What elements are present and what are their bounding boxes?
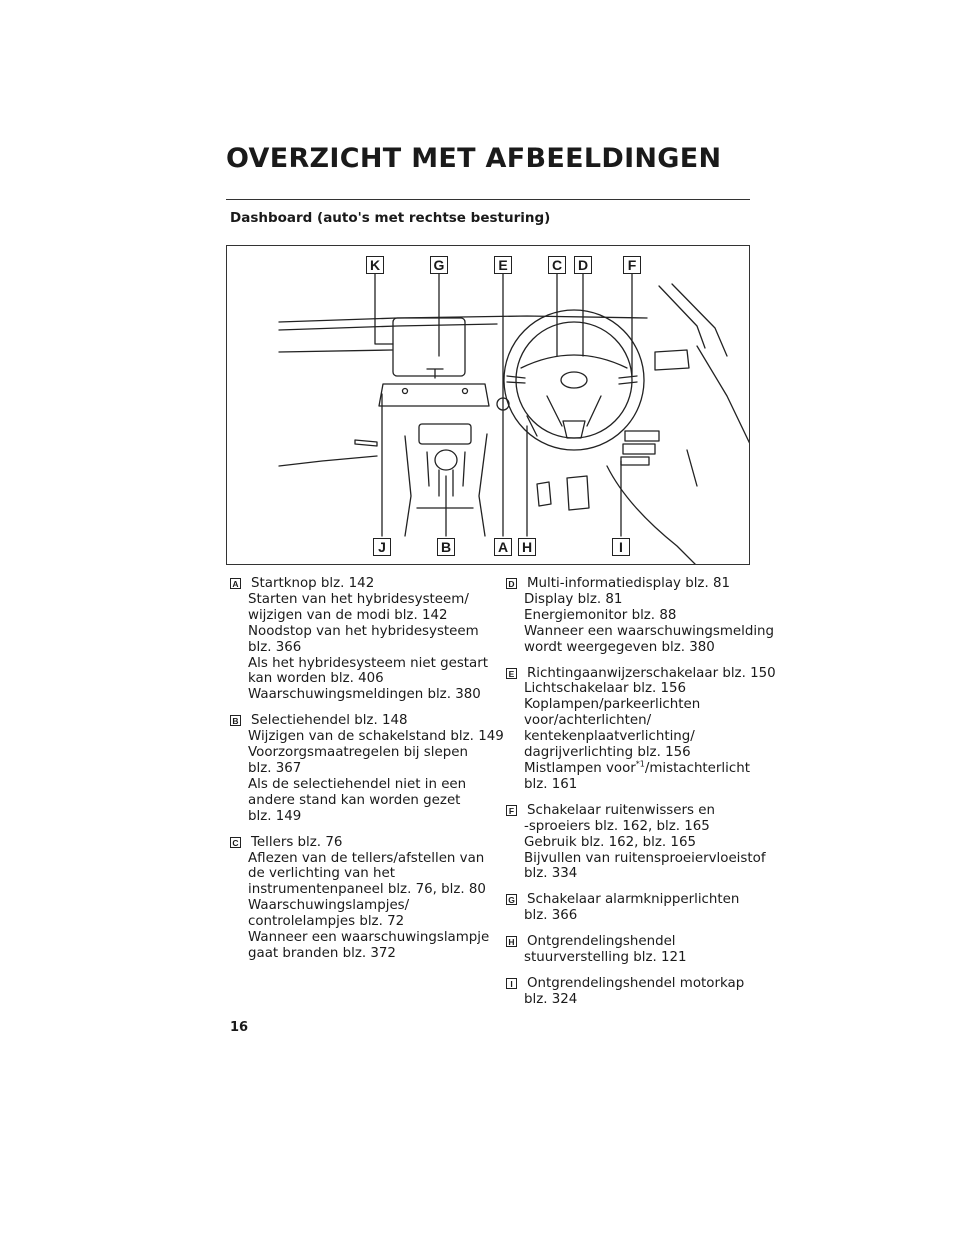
entry-line: Wijzigen van de schakelstand blz. 149 bbox=[248, 729, 504, 745]
legend-entry-d bbox=[506, 576, 775, 656]
entry-line: gaat branden blz. 372 bbox=[248, 945, 396, 961]
dashboard-illustration bbox=[226, 245, 750, 565]
entry-line: -sproeiers blz. 162, blz. 165 bbox=[524, 818, 710, 834]
legend-column-right bbox=[506, 576, 776, 1018]
entry-line: Waarschuwingslampjes/ bbox=[248, 898, 410, 914]
entry-line: Ontgrendelingshendel motorkap bbox=[527, 975, 745, 991]
entry-line: instrumentenpaneel blz. 76, blz. 80 bbox=[248, 882, 486, 898]
callout-a: A bbox=[494, 538, 512, 556]
page-number: 16 bbox=[230, 1020, 249, 1035]
legend-entry-g bbox=[506, 892, 756, 924]
entry-line: Als de selectiehendel niet in een bbox=[248, 776, 467, 792]
entry-line: wijzigen van de modi blz. 142 bbox=[248, 607, 448, 623]
entry-line: Schakelaar alarmknipperlichten bbox=[527, 892, 740, 908]
callout-j: J bbox=[373, 538, 391, 556]
callout-h: H bbox=[518, 538, 536, 556]
entry-line: kentekenplaatverlichting/ bbox=[524, 729, 695, 745]
footnote-marker: *1 bbox=[635, 759, 645, 769]
callout-d: D bbox=[574, 256, 592, 274]
entry-line: blz. 366 bbox=[248, 639, 302, 655]
entry-line: blz. 367 bbox=[248, 760, 302, 776]
callout-k: K bbox=[366, 256, 384, 274]
entry-line: Display blz. 81 bbox=[524, 591, 623, 607]
title-divider bbox=[226, 199, 750, 200]
legend-entry-f bbox=[506, 802, 766, 883]
entry-letter-badge: B bbox=[230, 715, 241, 726]
entry-line: blz. 149 bbox=[248, 808, 302, 824]
entry-letter-badge: F bbox=[506, 805, 517, 816]
entry-line: de verlichting van het bbox=[248, 866, 396, 882]
entry-letter-badge: H bbox=[506, 936, 517, 947]
section-heading: Dashboard (auto's met rechtse besturing) bbox=[230, 210, 551, 226]
entry-line: Lichtschakelaar blz. 156 bbox=[524, 681, 687, 697]
entry-line: Koplampen/parkeerlichten bbox=[524, 697, 701, 713]
legend-entry-a bbox=[230, 576, 489, 703]
dashboard-drawing bbox=[227, 246, 750, 565]
callout-b: B bbox=[437, 538, 455, 556]
page-title: OVERZICHT MET AFBEELDINGEN bbox=[226, 143, 722, 174]
entry-letter-badge: A bbox=[230, 578, 241, 589]
entry-line-fog bbox=[524, 761, 756, 777]
entry-line: Richtingaanwijzerschakelaar blz. 150 bbox=[527, 665, 776, 681]
entry-line: dagrijverlichting blz. 156 bbox=[524, 745, 691, 761]
entry-line: andere stand kan worden gezet bbox=[248, 792, 461, 808]
entry-line: controlelampjes blz. 72 bbox=[248, 914, 405, 930]
entry-letter-badge: D bbox=[506, 578, 517, 589]
legend-entry-b bbox=[230, 713, 504, 824]
entry-line: Multi-informatiedisplay blz. 81 bbox=[527, 576, 731, 591]
entry-line: stuurverstelling blz. 121 bbox=[524, 950, 687, 966]
entry-line: blz. 161 bbox=[524, 776, 578, 792]
entry-line: Waarschuwingsmeldingen blz. 380 bbox=[248, 687, 481, 703]
entry-line: Gebruik blz. 162, blz. 165 bbox=[524, 834, 696, 850]
entry-line: Bijvullen van ruitensproeiervloeistof bbox=[524, 850, 766, 866]
callout-e: E bbox=[494, 256, 512, 274]
entry-letter-badge: E bbox=[506, 668, 517, 679]
legend-entry-c bbox=[230, 834, 490, 962]
callout-f: F bbox=[623, 256, 641, 274]
entry-letter-badge: C bbox=[230, 837, 241, 848]
entry-line: Ontgrendelingshendel bbox=[527, 934, 676, 950]
entry-line: Startknop blz. 142 bbox=[251, 576, 375, 591]
fog-prefix: Mistlampen voor bbox=[524, 760, 636, 776]
entry-line: wordt weergegeven blz. 380 bbox=[524, 639, 715, 655]
entry-line: Voorzorgsmaatregelen bij slepen bbox=[248, 745, 468, 761]
entry-line: Noodstop van het hybridesysteem bbox=[248, 623, 479, 639]
fog-suffix: /mistachterlicht bbox=[644, 760, 750, 776]
entry-line: kan worden blz. 406 bbox=[248, 671, 384, 687]
entry-line: Wanneer een waarschuwingsmelding bbox=[524, 623, 775, 639]
entry-line: voor/achterlichten/ bbox=[524, 713, 652, 729]
entry-line: Tellers blz. 76 bbox=[251, 834, 343, 850]
legend-entry-h bbox=[506, 934, 756, 966]
callout-i: I bbox=[612, 538, 630, 556]
entry-line: Starten van het hybridesysteem/ bbox=[248, 591, 469, 607]
entry-letter-badge: I bbox=[506, 978, 517, 989]
callout-g: G bbox=[430, 256, 448, 274]
entry-line: Wanneer een waarschuwingslampje bbox=[248, 930, 490, 946]
entry-line: Aflezen van de tellers/afstellen van bbox=[248, 850, 485, 866]
entry-line: blz. 334 bbox=[524, 866, 578, 882]
entry-line: Als het hybridesysteem niet gestart bbox=[248, 655, 489, 671]
legend-entry-e bbox=[506, 665, 776, 793]
entry-letter-badge: G bbox=[506, 894, 517, 905]
entry-line: Energiemonitor blz. 88 bbox=[524, 607, 677, 623]
callout-c: C bbox=[548, 256, 566, 274]
entry-line: Schakelaar ruitenwissers en bbox=[527, 802, 715, 818]
legend-column-left bbox=[230, 576, 504, 972]
legend-entry-i bbox=[506, 976, 756, 1008]
entry-line: blz. 324 bbox=[524, 991, 578, 1007]
entry-line: blz. 366 bbox=[524, 908, 578, 924]
entry-line: Selectiehendel blz. 148 bbox=[251, 713, 408, 729]
